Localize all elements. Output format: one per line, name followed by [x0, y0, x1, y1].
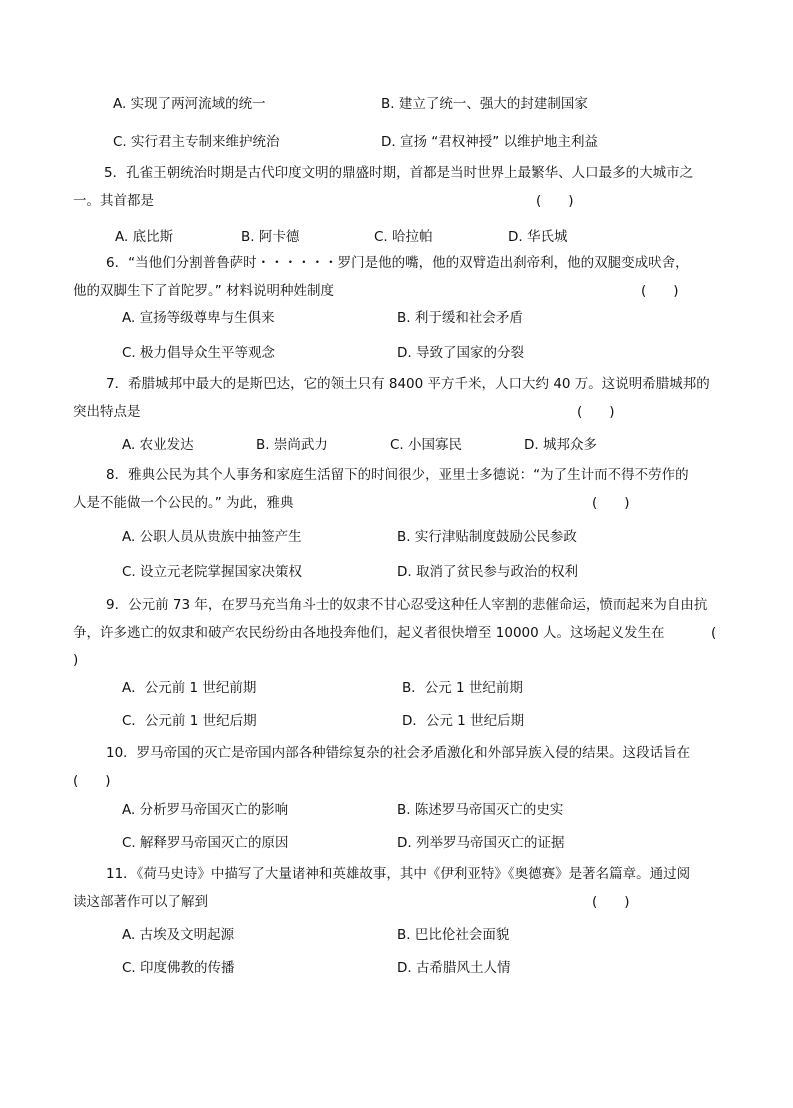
q8-stem-line1: 8．雅典公民为其个人事务和家庭生活留下的时间很少，亚里士多德说：“为了生计而不得不劳作的 [106, 467, 689, 483]
q8-option-a: A. 公职人员从贵族中抽签产生 [122, 529, 302, 545]
q7-option-a: A. 农业发达 [122, 437, 194, 453]
q6-stem-line1: 6．“当他们分割普鲁萨时・・・・・・罗门是他的嘴，他的双臂造出刹帝利，他的双腿变成吠舍， [106, 255, 689, 271]
q8-option-c: C. 设立元老院掌握国家决策权 [122, 564, 303, 580]
q8-option-b: B. 实行津贴制度鼓励公民参政 [397, 529, 577, 545]
q9-stem-line2: 争，许多逃亡的奴隶和破产农民纷纷由各地投奔他们，起义者很快增至 10000 人。这场起义发生在 [73, 625, 665, 641]
q9-option-a: A．公元前 1 世纪前期 [122, 680, 257, 696]
q10-stem-line1: 10．罗马帝国的灭亡是帝国内部各种错综复杂的社会矛盾激化和外部异族入侵的结果。这段话旨在 [106, 745, 691, 761]
q6-option-c: C. 极力倡导众生平等观念 [122, 345, 276, 361]
q6-stem-line2: 他的双脚生下了首陀罗。” 材料说明种姓制度 [73, 283, 335, 299]
q8-answer-paren: ( ) [592, 495, 630, 511]
q5-option-a: A. 底比斯 [115, 229, 174, 245]
q4-option-a: A. 实现了两河流域的统一 [113, 96, 266, 112]
q11-stem-line1: 11．《荷马史诗》中描写了大量诸神和英雄故事，其中《伊利亚特》《奥德赛》是著名篇章。通过阅 [106, 866, 691, 882]
q11-option-c: C. 印度佛教的传播 [122, 960, 235, 976]
q4-option-d: D. 宣扬 “君权神授” 以维护地主利益 [381, 134, 599, 150]
q8-option-d: D. 取消了贫民参与政治的权利 [397, 564, 578, 580]
q5-option-d: D. 华氏城 [508, 229, 568, 245]
q9-answer-paren-close: ) [73, 652, 79, 668]
q9-answer-paren-open: ( [711, 625, 717, 641]
q7-option-c: C. 小国寡民 [390, 437, 463, 453]
q10-answer-paren: ( ) [73, 773, 111, 789]
q11-option-d: D. 古希腊风土人情 [397, 960, 511, 976]
q6-answer-paren: ( ) [641, 283, 679, 299]
q10-option-a: A. 分析罗马帝国灭亡的影响 [122, 802, 289, 818]
q7-option-d: D. 城邦众多 [524, 437, 597, 453]
q9-option-b: B．公元 1 世纪前期 [402, 680, 523, 696]
q7-stem-line1: 7．希腊城邦中最大的是斯巴达，它的领土只有 8400 平方千米，人口大约 40 万。这说明希腊城邦的 [106, 376, 710, 392]
q5-option-b: B. 阿卡德 [241, 229, 300, 245]
q10-option-c: C. 解释罗马帝国灭亡的原因 [122, 835, 289, 851]
q4-option-b: B. 建立了统一、强大的封建制国家 [381, 96, 588, 112]
q6-option-b: B. 利于缓和社会矛盾 [397, 310, 523, 326]
q7-stem-line2: 突出特点是 [73, 404, 141, 420]
q6-option-d: D. 导致了国家的分裂 [397, 345, 524, 361]
q11-option-b: B. 巴比伦社会面貌 [397, 927, 510, 943]
q7-answer-paren: ( ) [577, 404, 615, 420]
q5-answer-paren: ( ) [536, 193, 574, 209]
q10-option-b: B. 陈述罗马帝国灭亡的史实 [397, 802, 564, 818]
q11-stem-line2: 读这部著作可以了解到 [73, 894, 208, 910]
q11-answer-paren: ( ) [592, 894, 630, 910]
q7-option-b: B. 崇尚武力 [256, 437, 328, 453]
q10-option-d: D. 列举罗马帝国灭亡的证据 [397, 835, 565, 851]
q4-option-c: C. 实行君主专制来维护统治 [113, 134, 280, 150]
q11-option-a: A. 古埃及文明起源 [122, 927, 235, 943]
q9-stem-line1: 9．公元前 73 年，在罗马充当角斗士的奴隶不甘心忍受这种任人宰割的悲催命运，愤而起来为自由抗 [106, 597, 708, 613]
q5-stem-line1: 5．孔雀王朝统治时期是古代印度文明的鼎盛时期，首都是当时世界上最繁华、人口最多的大城市之 [104, 165, 694, 181]
q9-option-c: C．公元前 1 世纪后期 [122, 713, 257, 729]
q6-option-a: A. 宣扬等级尊卑与生俱来 [122, 310, 275, 326]
q8-stem-line2: 人是不能做一个公民的。” 为此，雅典 [73, 495, 294, 511]
q5-option-c: C. 哈拉帕 [374, 229, 433, 245]
q9-option-d: D．公元 1 世纪后期 [402, 713, 525, 729]
q5-stem-line2: 一。其首都是 [73, 193, 154, 209]
